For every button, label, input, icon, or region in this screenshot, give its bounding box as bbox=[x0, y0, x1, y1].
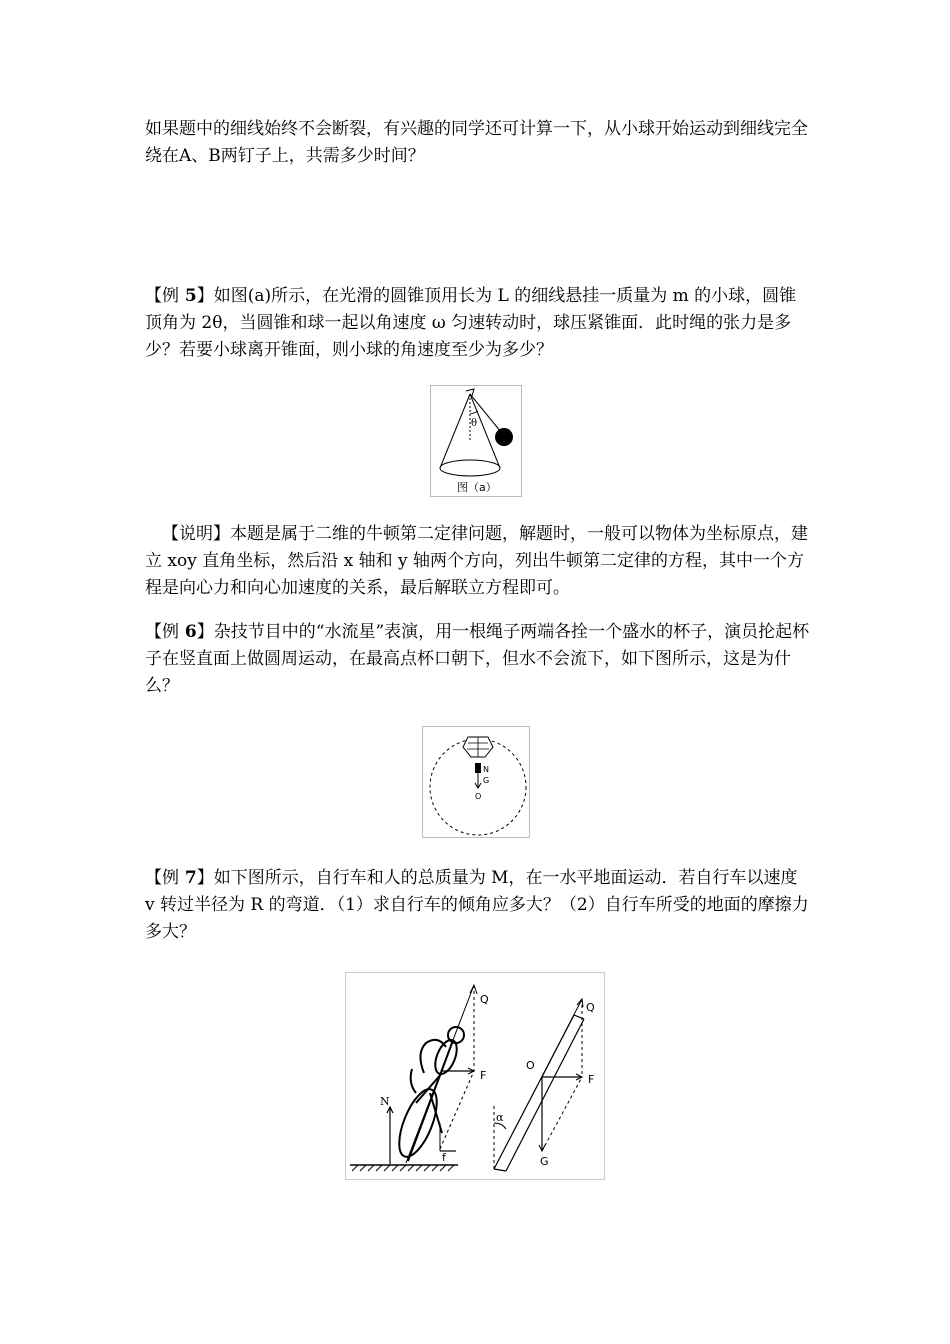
example5-bracket-open: 【例 bbox=[145, 286, 179, 306]
note-paragraph bbox=[145, 521, 810, 602]
cone-base bbox=[440, 460, 500, 476]
label-o: O bbox=[475, 792, 482, 801]
inclined-bar bbox=[494, 1015, 584, 1171]
label-q-left: Q bbox=[480, 993, 489, 1006]
bicycle-diagram bbox=[346, 973, 604, 1179]
label-f-right: F bbox=[588, 1073, 595, 1086]
label-n: N bbox=[483, 765, 489, 774]
example7-bracket-open: 【例 bbox=[145, 868, 179, 888]
example5-text: 如图(a)所示，在光滑的圆锥顶用长为 L 的细线悬挂一质量为 m 的小球，圆锥顶角为 2θ，当圆锥和球一起以角速度 ω 匀速转动时，球压紧锥面．此时绳的张力是多少？若要小球离开锥面，则小球的角速度至少为多少？ bbox=[145, 286, 797, 360]
ball bbox=[495, 428, 513, 446]
cone-left-edge bbox=[440, 394, 470, 468]
cone-diagram bbox=[431, 386, 521, 496]
water-star-figure bbox=[422, 726, 530, 838]
example5-paragraph bbox=[145, 283, 810, 364]
example6-text: 杂技节目中的“水流星”表演，用一根绳子两端各拴一个盛水的杯子，演员抡起杯子在竖直面上做圆周运动，在最高点杯口朝下，但水不会流下，如下图所示，这是为什么？ bbox=[145, 622, 810, 696]
label-n: N bbox=[380, 1095, 390, 1108]
label-f-left: F bbox=[480, 1069, 487, 1082]
cone-figure bbox=[430, 385, 522, 497]
example7-number: 7 bbox=[179, 868, 197, 888]
example7-bracket-close: 】 bbox=[196, 868, 214, 888]
label-f-small: f bbox=[442, 1151, 446, 1164]
water-star-diagram bbox=[423, 727, 529, 837]
label-g: G bbox=[483, 776, 490, 785]
example7-paragraph bbox=[145, 865, 810, 946]
resultant-line-right bbox=[542, 999, 582, 1077]
label-alpha: α bbox=[496, 1111, 504, 1124]
example6-paragraph bbox=[145, 619, 810, 700]
label-q-right: Q bbox=[586, 1001, 595, 1014]
label-o-right: O bbox=[526, 1059, 535, 1072]
figure-caption: 图（a） bbox=[457, 481, 497, 494]
rider-bicycle-icon bbox=[392, 1027, 464, 1162]
bicycle-figure bbox=[345, 972, 605, 1180]
example6-number: 6 bbox=[179, 622, 197, 642]
water-block bbox=[475, 763, 481, 773]
label-g-right: G bbox=[540, 1155, 549, 1168]
example5-number: 5 bbox=[179, 286, 197, 306]
example6-bracket-close: 】 bbox=[196, 622, 214, 642]
intro-text: 如果题中的细线始终不会断裂，有兴趣的同学还可计算一下，从小球开始运动到细线完全绕在A、B两钉子上，共需多少时间？ bbox=[145, 119, 808, 166]
note-label: 【说明】 bbox=[162, 524, 230, 544]
example6-bracket-open: 【例 bbox=[145, 622, 179, 642]
example5-bracket-close: 】 bbox=[196, 286, 214, 306]
intro-paragraph bbox=[145, 116, 810, 170]
cone-right-edge bbox=[470, 394, 500, 468]
angle-arc bbox=[470, 411, 478, 414]
note-text: 本题是属于二维的牛顿第二定律问题，解题时，一般可以物体为坐标原点，建立 xoy 直角坐标，然后沿 x 轴和 y 轴两个方向，列出牛顿第二定律的方程，其中一个方程是向心力和向心加速度的关系，最后解联立方程即可。 bbox=[145, 524, 808, 598]
angle-label: θ bbox=[471, 418, 478, 429]
example7-text: 如下图所示，自行车和人的总质量为 M，在一水平地面运动．若自行车以速度 v 转过半径为 R 的弯道．（1）求自行车的倾角应多大？（2）自行车所受的地面的摩擦力多大？ bbox=[145, 868, 809, 942]
ground-hatch bbox=[352, 1165, 454, 1171]
